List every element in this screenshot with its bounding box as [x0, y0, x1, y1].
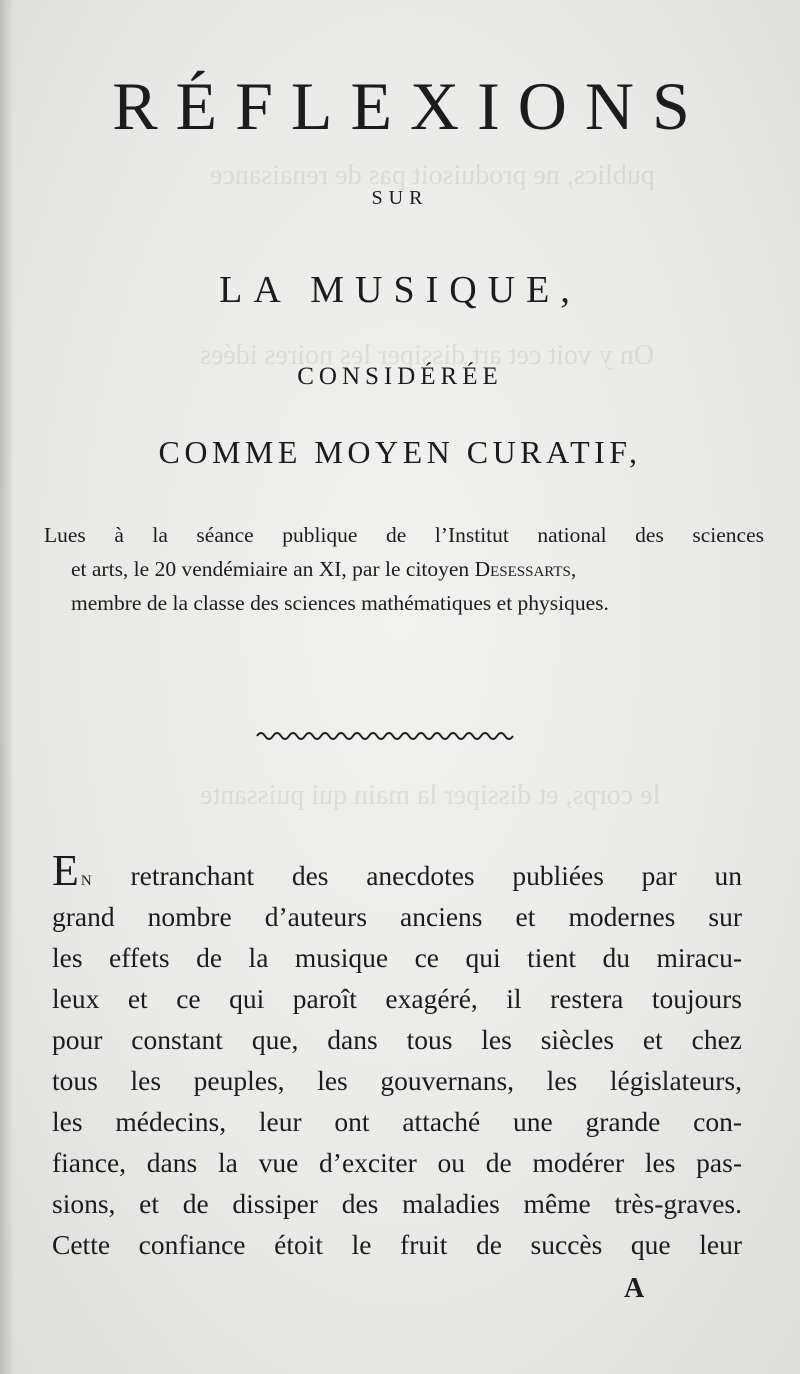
page-title: RÉFLEXIONS — [112, 68, 708, 144]
body-line: Cette confiance étoit le fruit de succès que leur — [52, 1229, 742, 1260]
author-name: Desessarts — [474, 557, 571, 581]
byline-line — [44, 552, 764, 586]
body-line: tous les peuples, les gouvernans, les législateurs, — [52, 1065, 742, 1096]
body-line: leux et ce qui paroît exagéré, il restera toujours — [52, 983, 742, 1014]
body-line-text: retranchant des anecdotes publiées par un — [130, 860, 742, 891]
body-line: sions, et de dissiper des maladies même très-graves. — [52, 1188, 742, 1219]
curative-heading: COMME MOYEN CURATIF, — [158, 434, 642, 470]
byline-punct: , — [570, 557, 577, 581]
body-paragraph — [52, 846, 742, 1265]
byline-line: membre de la classe des sciences mathématiques et physiques. — [71, 591, 609, 615]
drop-cap-rest: n — [80, 865, 93, 890]
title-connector: SUR — [371, 187, 429, 209]
body-line: grand nombre d’auteurs anciens et modernes sur — [52, 901, 742, 932]
subject-heading: LA MUSIQUE, — [219, 269, 581, 311]
drop-cap: E — [52, 846, 79, 895]
byline-line: Lues à la séance publique de l’Institut national des sciences — [44, 523, 764, 547]
byline-text: et arts, le 20 vendémiaire an XI, par le citoyen — [71, 557, 470, 581]
body-line: fiance, dans la vue d’exciter ou de modérer les pas- — [52, 1147, 742, 1178]
body-line — [52, 846, 742, 896]
body-line: pour constant que, dans tous les siècles et chez — [52, 1024, 742, 1055]
show-through-text: publics, ne produisoit pas de renaisance — [210, 160, 655, 191]
show-through-text: le corps, et dissiper la main qui puissante — [200, 780, 661, 811]
body-line: les effets de la musique ce qui tient du miracu- — [52, 942, 742, 973]
considered-heading: CONSIDÉRÉE — [297, 363, 503, 390]
byline — [44, 518, 764, 620]
show-through-text: On y voit cet art dissiper les noires idées — [200, 340, 655, 371]
ornament-divider — [255, 724, 515, 748]
body-line: les médecins, leur ont attaché une grande con- — [52, 1106, 742, 1137]
signature-mark: A — [624, 1273, 645, 1304]
